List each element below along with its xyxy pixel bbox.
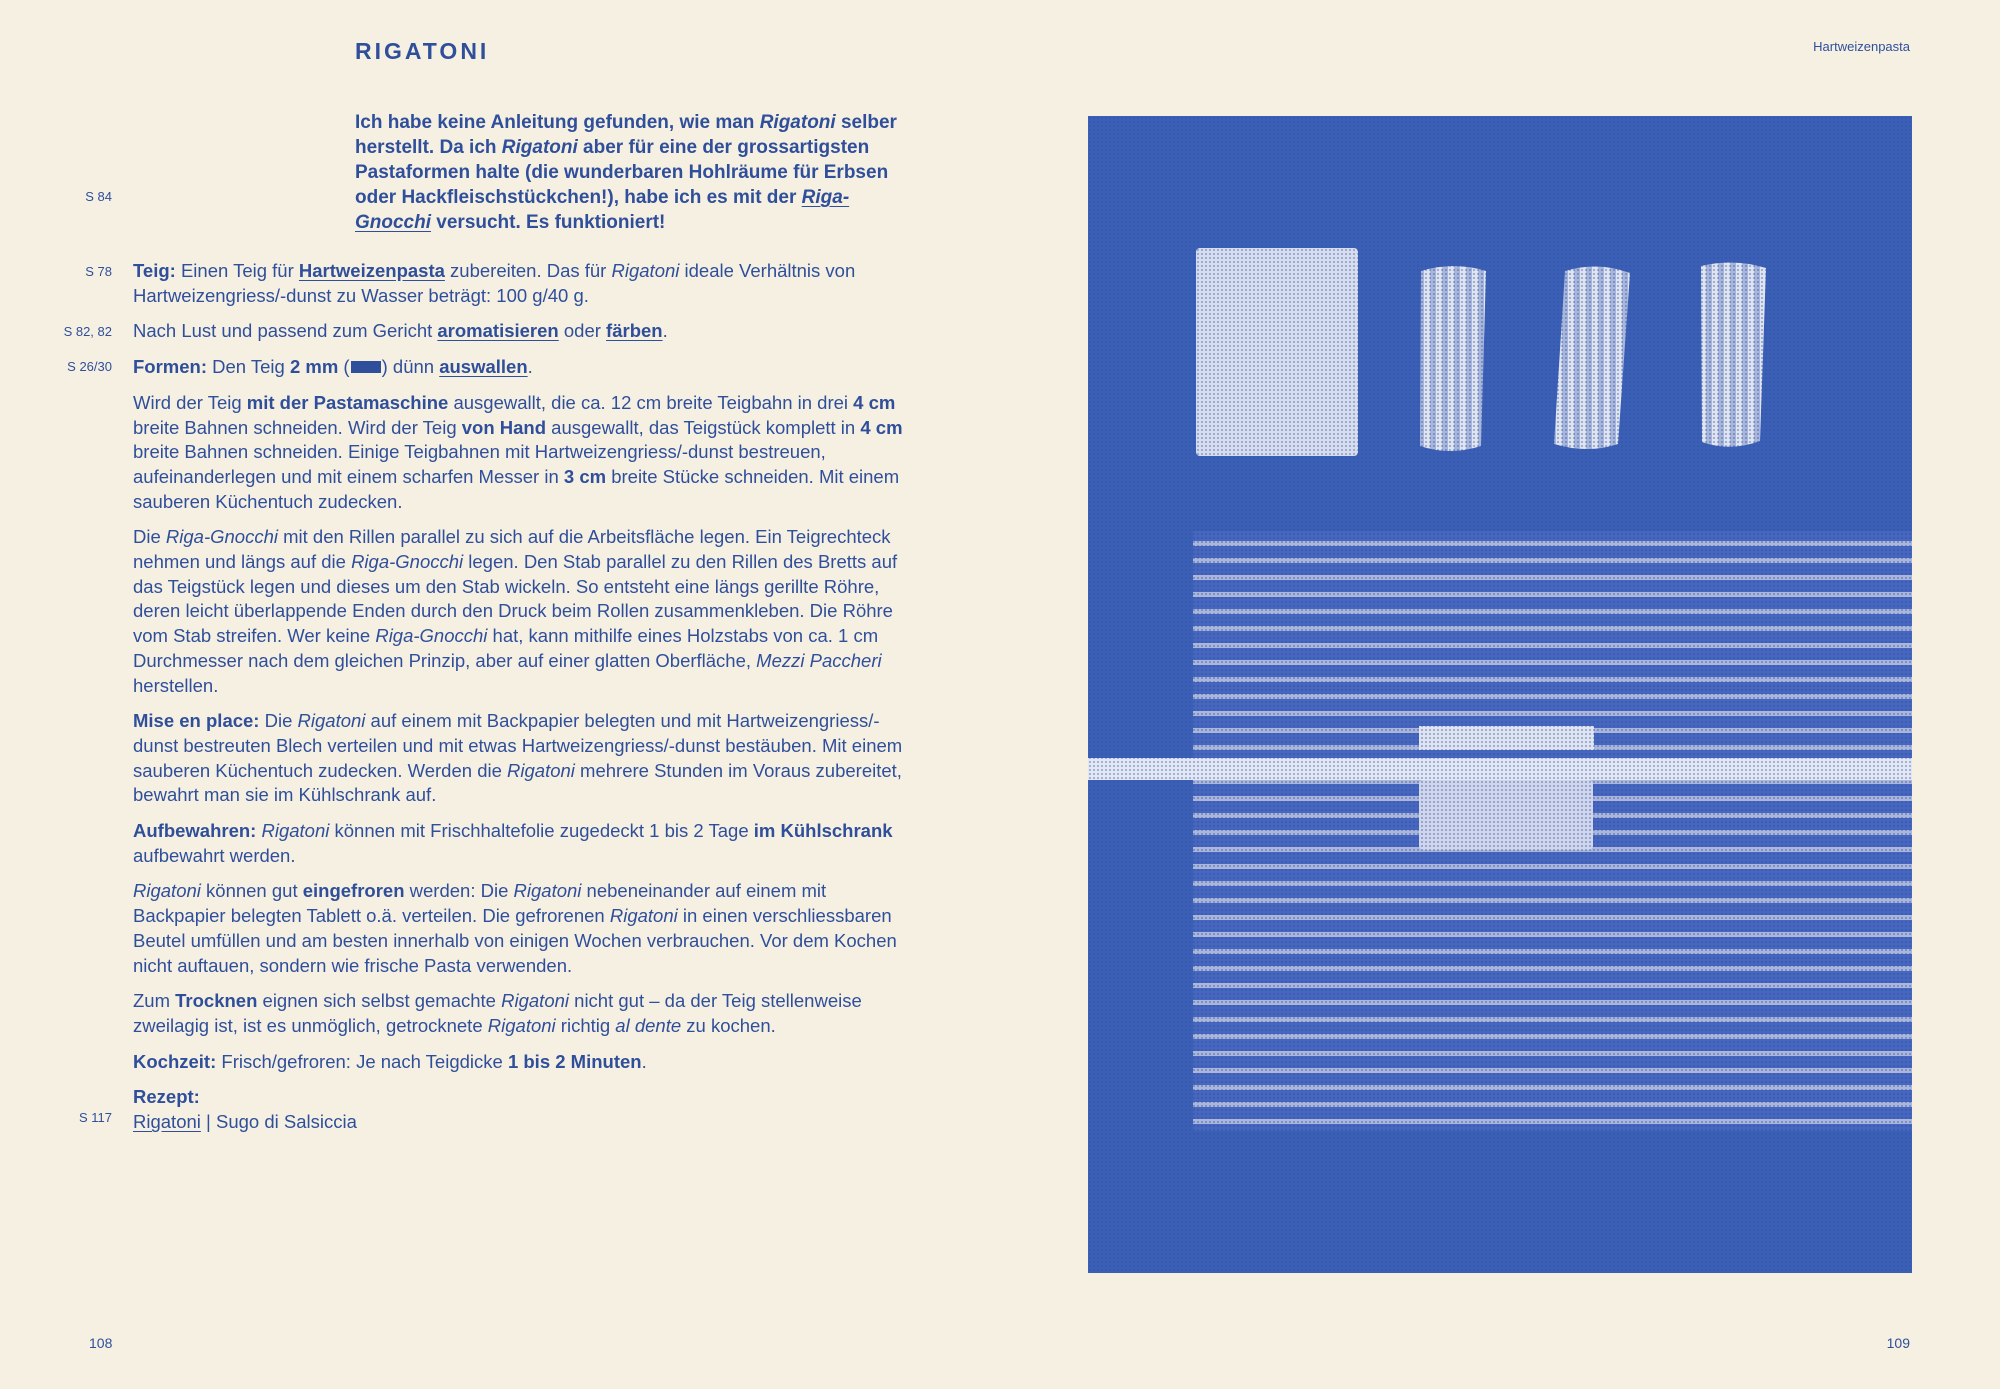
paragraph-teig: Teig: Einen Teig für Hartweizenpasta zubereiten. Das für Rigatoni ideale Verhältnis von Hartweizengriess/-dunst zu Wasser beträgt: 100 g/40 g. xyxy=(133,260,856,306)
link-hartweizenpasta[interactable]: Hartweizenpasta xyxy=(298,260,445,281)
intro-paragraph: Ich habe keine Anleitung gefunden, wie man Rigatoni selber herstellt. Da ich Rigatoni aber für eine der grossartigsten Pastaformen halte (die wunderbaren Hohlräume für Erbsen oder Hackfleischstückchen!), habe ich es mit der Riga-Gnocchi versucht. Es funktioniert! xyxy=(355,112,897,233)
paragraph-trocknen: Zum Trocknen eignen sich selbst gemachte Rigatoni nicht gut – da der Teig stellenweise zweilagig ist, ist es unmöglich, getrocknete Rigatoni richtig al dente zu kochen. xyxy=(133,990,862,1036)
paragraph-mise-en-place: Mise en place: Die Rigatoni auf einem mit Backpapier belegten und mit Hartweizengriess/-dunst bestreuten Blech verteilen und mit etwas Hartweizengriess/-dunst bestäuben. Mit einem sauberen Küchentuch zudecken. Werden die Rigatoni mehrere Stunden im Voraus zubereitet, bewahrt man sie im Kühlschrank auf. xyxy=(133,710,903,806)
recipe-body xyxy=(133,259,923,1135)
margin-ref-teig: S 78 xyxy=(85,264,112,279)
page-title: RIGATONI xyxy=(355,38,490,64)
rezept-label: Rezept: xyxy=(133,1086,200,1108)
rigatoni-photo xyxy=(1088,116,1912,1273)
paragraph-formen: Formen: Den Teig 2 mm ( ) dünn auswallen. xyxy=(133,356,533,378)
photo-illustration xyxy=(1088,116,1912,1273)
link-auswallen[interactable]: auswallen xyxy=(439,356,528,378)
paragraph-pastamaschine: Wird der Teig mit der Pastamaschine ausgewallt, die ca. 12 cm breite Teigbahn in drei 4 cm breite Bahnen schneiden. Wird der Teig von Hand ausgewallt, das Teigstück komplett in 4 cm breite Bahnen schneiden. Einige Teigbahnen mit Hartweizengriess/-dunst bestreuen, aufeinanderlegen und mit einem scharfen Messer in 3 cm breite Stücke schneiden. Mit einem sauberen Küchentuch zudecken. xyxy=(133,391,903,512)
rezept-line: Rigatoni | Sugo di Salsiccia xyxy=(133,1111,357,1133)
link-faerben[interactable]: färben xyxy=(606,320,663,342)
page-number-left: 108 xyxy=(89,1335,113,1351)
link-riga-gnocchi[interactable]: Riga-Gnocchi xyxy=(355,187,850,233)
link-aromatisieren[interactable]: aromatisieren xyxy=(437,320,559,342)
margin-ref-lust: S 82, 82 xyxy=(63,324,112,339)
page-number-right: 109 xyxy=(1886,1335,1910,1351)
paragraph-einfrieren: Rigatoni können gut eingefroren werden: Die Rigatoni nebeneinander auf einem mit Backpapier belegten Tablett o.ä. verteilen. Die gefrorenen Rigatoni in einen verschliessbaren Beutel umfüllen und am besten innerhalb von einigen Wochen verbrauchen. Vor dem Kochen nicht auftauen, sondern wie frische Pasta verwenden. xyxy=(133,880,897,976)
link-rigatoni[interactable]: Rigatoni xyxy=(133,1111,201,1133)
thickness-swatch xyxy=(351,361,381,373)
margin-ref-rezept: S 117 xyxy=(78,1110,112,1125)
running-header: Hartweizenpasta xyxy=(1813,39,1910,54)
paragraph-lust: Nach Lust und passend zum Gericht aromatisieren oder färben. xyxy=(133,320,668,342)
margin-ref-formen: S 26/30 xyxy=(67,359,112,374)
paragraph-kochzeit: Kochzeit: Frisch/gefroren: Je nach Teigdicke 1 bis 2 Minuten. xyxy=(133,1050,647,1072)
margin-ref-intro: S 84 xyxy=(85,189,112,204)
paragraph-aufbewahren: Aufbewahren: Rigatoni können mit Frischhaltefolie zugedeckt 1 bis 2 Tage im Kühlschrank aufbewahrt werden. xyxy=(133,820,893,866)
paragraph-riga-gnocchi: Die Riga-Gnocchi mit den Rillen parallel zu sich auf die Arbeitsfläche legen. Ein Teigrechteck nehmen und längs auf die Riga-Gnocchi legen. Den Stab parallel zu den Rillen des Bretts auf das Teigstück legen und dieses um den Stab wickeln. So entsteht eine längs gerillte Röhre, deren leicht überlappende Enden durch den Druck beim Rollen zusammenkleben. Die Röhre vom Stab streifen. Wer keine Riga-Gnocchi hat, kann mithilfe eines Holzstabs von ca. 1 cm Durchmesser nach dem gleichen Prinzip, aber auf einer glatten Oberfläche, Mezzi Paccheri herstellen. xyxy=(133,526,898,696)
